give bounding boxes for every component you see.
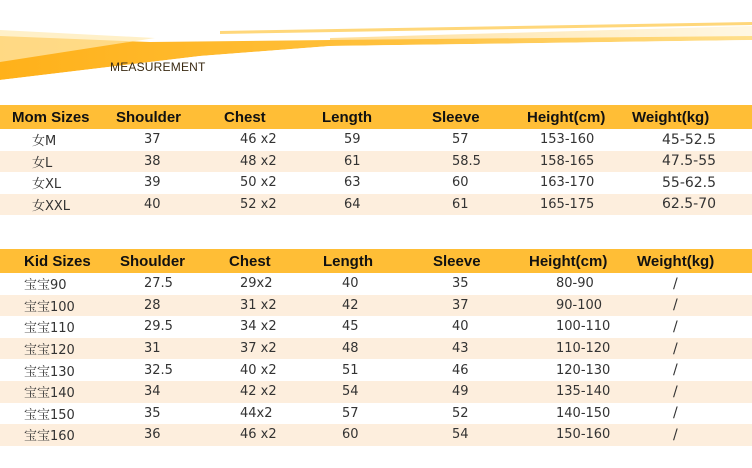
mom-header-row [0,105,752,129]
kid-row [0,338,752,360]
kid-cell-shoulder: 31 [116,338,226,360]
kid-cell-height: 100-110 [529,316,637,338]
mom-cell-length: 63 [322,172,432,194]
mom-row [0,194,752,216]
mom-cell-length: 61 [322,151,432,173]
kid-row [0,424,752,446]
kid-cell-weight: / [637,381,752,403]
kid-cell-height: 140-150 [529,403,637,425]
kid-header-row [0,249,752,273]
mom-header-size: Mom Sizes [0,105,112,129]
mom-cell-chest: 50 x2 [224,172,322,194]
kid-cell-length: 48 [321,338,432,360]
kid-header-weight: Weight(kg) [637,249,752,273]
kid-header-height: Height(cm) [529,249,637,273]
mom-row [0,151,752,173]
kid-cell-shoulder: 35 [116,403,226,425]
kid-cell-size: 宝宝160 [0,424,116,446]
kid-cell-weight: / [637,424,752,446]
kid-cell-weight: / [637,359,752,381]
kid-cell-shoulder: 36 [116,424,226,446]
banner-graphic [0,0,752,90]
kid-cell-shoulder: 28 [116,295,226,317]
kid-header-length: Length [321,249,432,273]
kid-cell-chest: 34 x2 [226,316,321,338]
kid-cell-shoulder: 32.5 [116,359,226,381]
kid-cell-height: 90-100 [529,295,637,317]
kid-header-chest: Chest [226,249,321,273]
mom-row [0,129,752,151]
mom-cell-shoulder: 39 [112,172,224,194]
kid-cell-chest: 29x2 [226,273,321,295]
mom-header-sleeve: Sleeve [432,105,527,129]
mom-cell-sleeve: 60 [432,172,527,194]
kid-cell-height: 150-160 [529,424,637,446]
kid-header-size: Kid Sizes [0,249,116,273]
kid-cell-size: 宝宝130 [0,359,116,381]
kid-cell-height: 120-130 [529,359,637,381]
kid-cell-shoulder: 29.5 [116,316,226,338]
kid-header-shoulder: Shoulder [116,249,226,273]
kid-cell-size: 宝宝110 [0,316,116,338]
kid-cell-chest: 42 x2 [226,381,321,403]
mom-cell-shoulder: 37 [112,129,224,151]
kid-row [0,295,752,317]
measurement-banner [0,0,752,90]
mom-cell-height: 158-165 [527,151,632,173]
kid-row [0,403,752,425]
kid-row [0,316,752,338]
mom-size-table [0,105,752,215]
banner-title: MEASUREMENT [110,60,206,74]
kid-cell-height: 135-140 [529,381,637,403]
kid-row [0,381,752,403]
kid-cell-chest: 40 x2 [226,359,321,381]
kid-cell-weight: / [637,295,752,317]
kid-header-sleeve: Sleeve [432,249,529,273]
mom-header-chest: Chest [224,105,322,129]
mom-header-shoulder: Shoulder [112,105,224,129]
kid-cell-sleeve: 46 [432,359,529,381]
kid-cell-size: 宝宝140 [0,381,116,403]
mom-cell-size: 女L [0,151,112,173]
mom-cell-size: 女XL [0,172,112,194]
kid-cell-length: 51 [321,359,432,381]
mom-cell-size: 女M [0,129,112,151]
kid-cell-weight: / [637,316,752,338]
mom-cell-sleeve: 58.5 [432,151,527,173]
kid-row [0,359,752,381]
kid-cell-sleeve: 54 [432,424,529,446]
kid-cell-length: 42 [321,295,432,317]
kid-cell-weight: / [637,273,752,295]
kid-cell-shoulder: 34 [116,381,226,403]
kid-cell-length: 57 [321,403,432,425]
kid-cell-chest: 31 x2 [226,295,321,317]
mom-cell-weight: 55-62.5 [632,172,752,194]
mom-cell-length: 64 [322,194,432,216]
mom-cell-chest: 52 x2 [224,194,322,216]
kid-cell-sleeve: 49 [432,381,529,403]
mom-cell-shoulder: 38 [112,151,224,173]
kid-cell-sleeve: 43 [432,338,529,360]
mom-cell-size: 女XXL [0,194,112,216]
kid-cell-length: 54 [321,381,432,403]
kid-cell-height: 80-90 [529,273,637,295]
mom-header-length: Length [322,105,432,129]
kid-cell-length: 40 [321,273,432,295]
mom-cell-weight: 47.5-55 [632,151,752,173]
kid-cell-length: 45 [321,316,432,338]
mom-cell-sleeve: 57 [432,129,527,151]
kid-cell-chest: 44x2 [226,403,321,425]
kid-cell-sleeve: 35 [432,273,529,295]
mom-header-weight: Weight(kg) [632,105,752,129]
kid-cell-height: 110-120 [529,338,637,360]
mom-row [0,172,752,194]
mom-cell-chest: 46 x2 [224,129,322,151]
mom-cell-chest: 48 x2 [224,151,322,173]
kid-cell-length: 60 [321,424,432,446]
kid-row [0,273,752,295]
kid-cell-weight: / [637,403,752,425]
mom-cell-weight: 45-52.5 [632,129,752,151]
kid-cell-size: 宝宝120 [0,338,116,360]
mom-cell-shoulder: 40 [112,194,224,216]
mom-cell-height: 163-170 [527,172,632,194]
kid-cell-sleeve: 40 [432,316,529,338]
kid-cell-shoulder: 27.5 [116,273,226,295]
mom-cell-height: 153-160 [527,129,632,151]
mom-cell-weight: 62.5-70 [632,194,752,216]
kid-cell-chest: 37 x2 [226,338,321,360]
mom-cell-height: 165-175 [527,194,632,216]
kid-cell-size: 宝宝100 [0,295,116,317]
kid-cell-size: 宝宝90 [0,273,116,295]
mom-header-height: Height(cm) [527,105,632,129]
kid-cell-sleeve: 52 [432,403,529,425]
kid-cell-chest: 46 x2 [226,424,321,446]
mom-cell-length: 59 [322,129,432,151]
kid-cell-weight: / [637,338,752,360]
kid-cell-sleeve: 37 [432,295,529,317]
mom-cell-sleeve: 61 [432,194,527,216]
kid-size-table [0,249,752,446]
kid-cell-size: 宝宝150 [0,403,116,425]
